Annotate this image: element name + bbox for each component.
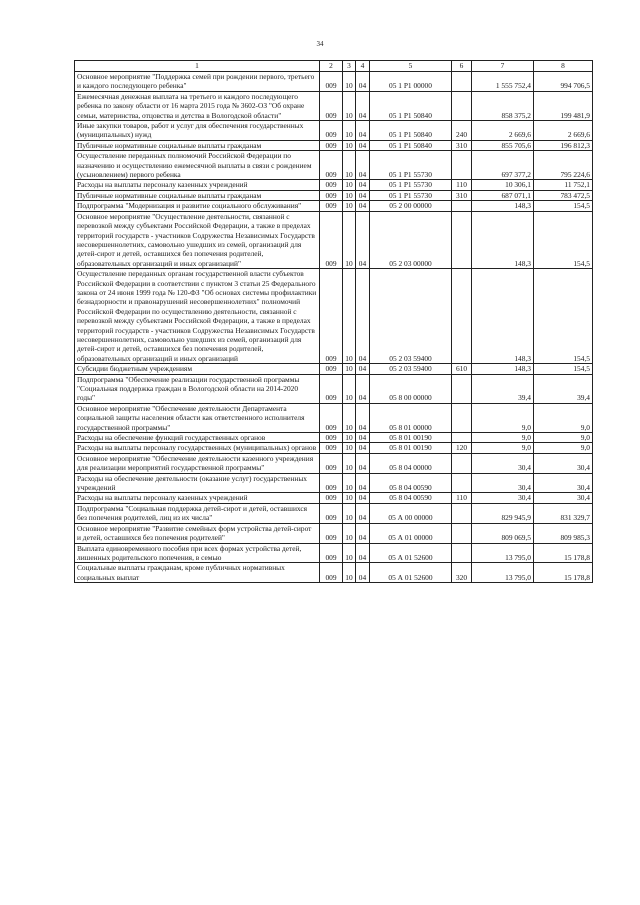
- row-subsection: 04: [356, 269, 370, 364]
- row-target-article: 05 А 01 00000: [370, 523, 452, 543]
- row-subsection: 04: [356, 151, 370, 180]
- row-admin-code: 009: [320, 523, 343, 543]
- row-expense-type: 320: [452, 563, 472, 583]
- row-subsection: 04: [356, 433, 370, 443]
- row-subsection: 04: [356, 503, 370, 523]
- row-expense-type: [452, 91, 472, 120]
- row-expense-type: [452, 72, 472, 92]
- table-row: [75, 433, 593, 443]
- row-expense-type: [452, 503, 472, 523]
- row-expense-type: [452, 453, 472, 473]
- row-amount-year-1: 30,4: [472, 473, 534, 493]
- row-amount-year-2: 831 329,7: [534, 503, 593, 523]
- row-expense-type: [452, 473, 472, 493]
- row-target-article: 05 8 00 00000: [370, 374, 452, 403]
- row-target-article: 05 2 03 00000: [370, 211, 452, 268]
- row-amount-year-1: 9,0: [472, 443, 534, 453]
- table-row: [75, 364, 593, 374]
- row-subsection: 04: [356, 473, 370, 493]
- row-amount-year-1: 13 795,0: [472, 543, 534, 563]
- row-amount-year-1: 148,3: [472, 364, 534, 374]
- row-amount-year-1: 148,3: [472, 201, 534, 211]
- row-admin-code: 009: [320, 503, 343, 523]
- row-expense-type: [452, 433, 472, 443]
- row-expense-type: [452, 374, 472, 403]
- row-name: Основное мероприятие "Развитие семейных форм устройства детей-сирот и детей, оставшихся без попечения родителей": [75, 523, 320, 543]
- row-subsection: 04: [356, 563, 370, 583]
- row-subsection: 04: [356, 72, 370, 92]
- row-name: Субсидии бюджетным учреждениям: [75, 364, 320, 374]
- row-amount-year-1: 30,4: [472, 493, 534, 503]
- row-target-article: 05 8 01 00190: [370, 443, 452, 453]
- table-header-row: [75, 61, 593, 72]
- row-target-article: 05 1 Р1 50840: [370, 140, 452, 150]
- row-expense-type: [452, 543, 472, 563]
- row-amount-year-1: 30,4: [472, 453, 534, 473]
- row-admin-code: 009: [320, 190, 343, 200]
- row-amount-year-1: 697 377,2: [472, 151, 534, 180]
- row-subsection: 04: [356, 140, 370, 150]
- table-row: [75, 91, 593, 120]
- row-expense-type: [452, 201, 472, 211]
- column-header: 2: [320, 61, 343, 72]
- row-target-article: 05 2 03 59400: [370, 364, 452, 374]
- table-row: [75, 453, 593, 473]
- row-expense-type: [452, 151, 472, 180]
- row-subsection: 04: [356, 211, 370, 268]
- row-amount-year-2: 39,4: [534, 374, 593, 403]
- row-admin-code: 009: [320, 433, 343, 443]
- row-section: 10: [343, 180, 356, 190]
- row-name: Иные закупки товаров, работ и услуг для обеспечения государственных (муниципальных) нужд: [75, 121, 320, 141]
- row-section: 10: [343, 523, 356, 543]
- row-subsection: 04: [356, 190, 370, 200]
- table-row: [75, 473, 593, 493]
- column-header: 4: [356, 61, 370, 72]
- row-subsection: 04: [356, 443, 370, 453]
- row-expense-type: [452, 211, 472, 268]
- row-target-article: 05 А 01 52600: [370, 543, 452, 563]
- budget-table: [74, 60, 593, 583]
- table-row: [75, 140, 593, 150]
- table-row: [75, 72, 593, 92]
- table-row: [75, 201, 593, 211]
- row-admin-code: 009: [320, 211, 343, 268]
- row-section: 10: [343, 374, 356, 403]
- row-name: Осуществление переданных полномочий Российской Федерации по назначению и осуществлению ежемесячной выплаты в связи с рождением (усыновлением) первого ребенка: [75, 151, 320, 180]
- row-amount-year-1: 10 306,1: [472, 180, 534, 190]
- row-name: Публичные нормативные социальные выплаты гражданам: [75, 190, 320, 200]
- table-row: [75, 403, 593, 432]
- row-admin-code: 009: [320, 151, 343, 180]
- row-admin-code: 009: [320, 443, 343, 453]
- row-name: Основное мероприятие "Обеспечение деятельности Департамента социальной защиты населения области как ответственного исполнителя государственной программы": [75, 403, 320, 432]
- row-admin-code: 009: [320, 201, 343, 211]
- table-row: [75, 523, 593, 543]
- row-expense-type: 610: [452, 364, 472, 374]
- row-amount-year-1: 829 945,9: [472, 503, 534, 523]
- row-amount-year-2: 15 178,8: [534, 563, 593, 583]
- row-amount-year-2: 9,0: [534, 403, 593, 432]
- row-target-article: 05 А 01 52600: [370, 563, 452, 583]
- table-row: [75, 180, 593, 190]
- row-amount-year-2: 795 224,6: [534, 151, 593, 180]
- row-name: Подпрограмма "Модернизация и развитие социального обслуживания": [75, 201, 320, 211]
- row-amount-year-1: 2 669,6: [472, 121, 534, 141]
- row-subsection: 04: [356, 180, 370, 190]
- row-admin-code: 009: [320, 403, 343, 432]
- row-amount-year-1: 809 069,5: [472, 523, 534, 543]
- row-target-article: 05 8 04 00590: [370, 473, 452, 493]
- row-amount-year-2: 783 472,5: [534, 190, 593, 200]
- table-row: [75, 543, 593, 563]
- column-header: 8: [534, 61, 593, 72]
- row-amount-year-2: 196 812,3: [534, 140, 593, 150]
- row-amount-year-2: 809 985,3: [534, 523, 593, 543]
- row-subsection: 04: [356, 121, 370, 141]
- row-name: Основное мероприятие "Осуществление деятельности, связанной с перевозкой между субъектами Российской Федерации, а также в пределах территорий государств - участников Содружества Независимых Государств несовершеннолетних, самовольно ушедших из семей, организаций для детей-сирот и детей, оставшихся без попечения родителей, образовательных организаций и иных организаций": [75, 211, 320, 268]
- row-admin-code: 009: [320, 72, 343, 92]
- row-section: 10: [343, 190, 356, 200]
- row-name: Подпрограмма "Обеспечение реализации государственной программы "Социальная поддержка граждан в Вологодской области на 2014-2020 годы": [75, 374, 320, 403]
- row-name: Ежемесячная денежная выплата на третьего и каждого последующего ребенка по закону области от 16 марта 2015 года № 3602-ОЗ "Об охране семьи, материнства, отцовства и детства в Вологодской области": [75, 91, 320, 120]
- row-amount-year-1: 13 795,0: [472, 563, 534, 583]
- row-expense-type: 110: [452, 493, 472, 503]
- table-row: [75, 269, 593, 364]
- column-header: 5: [370, 61, 452, 72]
- row-amount-year-1: 9,0: [472, 403, 534, 432]
- row-amount-year-1: 1 555 752,4: [472, 72, 534, 92]
- page-number: 34: [316, 40, 324, 48]
- row-target-article: 05 1 Р1 55730: [370, 180, 452, 190]
- row-amount-year-2: 154,5: [534, 269, 593, 364]
- row-subsection: 04: [356, 201, 370, 211]
- row-target-article: 05 1 Р1 00000: [370, 72, 452, 92]
- row-amount-year-2: 154,5: [534, 201, 593, 211]
- row-section: 10: [343, 201, 356, 211]
- row-target-article: 05 2 00 00000: [370, 201, 452, 211]
- table-row: [75, 503, 593, 523]
- row-subsection: 04: [356, 403, 370, 432]
- row-expense-type: [452, 403, 472, 432]
- table-row: [75, 121, 593, 141]
- row-target-article: 05 8 04 00000: [370, 453, 452, 473]
- row-section: 10: [343, 403, 356, 432]
- row-section: 10: [343, 269, 356, 364]
- row-name: Выплата единовременного пособия при всех формах устройства детей, лишенных родительского попечения, в семью: [75, 543, 320, 563]
- row-amount-year-2: 30,4: [534, 453, 593, 473]
- row-admin-code: 009: [320, 453, 343, 473]
- row-target-article: 05 8 01 00000: [370, 403, 452, 432]
- row-name: Расходы на выплаты персоналу государственных (муниципальных) органов: [75, 443, 320, 453]
- column-header: 1: [75, 61, 320, 72]
- row-expense-type: 240: [452, 121, 472, 141]
- row-amount-year-1: 858 375,2: [472, 91, 534, 120]
- table-row: [75, 190, 593, 200]
- row-admin-code: 009: [320, 364, 343, 374]
- row-amount-year-2: 11 752,1: [534, 180, 593, 190]
- row-admin-code: 009: [320, 269, 343, 364]
- table-row: [75, 493, 593, 503]
- column-header: 7: [472, 61, 534, 72]
- row-admin-code: 009: [320, 543, 343, 563]
- row-expense-type: [452, 269, 472, 364]
- table-row: [75, 151, 593, 180]
- row-target-article: 05 1 Р1 55730: [370, 151, 452, 180]
- table-body: [75, 72, 593, 583]
- row-target-article: 05 8 04 00590: [370, 493, 452, 503]
- row-target-article: 05 1 Р1 50840: [370, 91, 452, 120]
- row-amount-year-1: 39,4: [472, 374, 534, 403]
- row-name: Основное мероприятие "Обеспечение деятельности казенного учреждения для реализации мероприятий государственной программы": [75, 453, 320, 473]
- row-target-article: 05 8 01 00190: [370, 433, 452, 443]
- row-admin-code: 009: [320, 91, 343, 120]
- row-amount-year-2: 9,0: [534, 433, 593, 443]
- row-target-article: 05 А 00 00000: [370, 503, 452, 523]
- row-amount-year-2: 15 178,8: [534, 543, 593, 563]
- row-target-article: 05 2 03 59400: [370, 269, 452, 364]
- table-row: [75, 443, 593, 453]
- row-amount-year-2: 9,0: [534, 443, 593, 453]
- row-section: 10: [343, 453, 356, 473]
- row-expense-type: 310: [452, 140, 472, 150]
- row-section: 10: [343, 91, 356, 120]
- row-section: 10: [343, 493, 356, 503]
- row-section: 10: [343, 211, 356, 268]
- table-row: [75, 211, 593, 268]
- row-section: 10: [343, 503, 356, 523]
- row-name: Расходы на выплаты персоналу казенных учреждений: [75, 493, 320, 503]
- row-target-article: 05 1 Р1 55730: [370, 190, 452, 200]
- row-section: 10: [343, 543, 356, 563]
- row-expense-type: 110: [452, 180, 472, 190]
- row-section: 10: [343, 121, 356, 141]
- row-subsection: 04: [356, 453, 370, 473]
- row-admin-code: 009: [320, 180, 343, 190]
- row-name: Осуществление переданных органам государственной власти субъектов Российской Федерации в соответствии с пунктом 3 статьи 25 Федерального закона от 24 июня 1999 года № 120-ФЗ "Об основах системы профилактики безнадзорности и правонарушений несовершеннолетних" полномочий Российской Федерации по осуществлению деятельности, связанной с перевозкой между субъектами Российской Федерации, а также в пределах территорий государств - участников Содружества Независимых Государств несовершеннолетних, самовольно ушедших из семей, организаций для детей-сирот и детей, оставшихся без попечения родителей, образовательных организаций и иных организаций: [75, 269, 320, 364]
- row-section: 10: [343, 151, 356, 180]
- row-section: 10: [343, 72, 356, 92]
- row-amount-year-1: 855 705,6: [472, 140, 534, 150]
- row-admin-code: 009: [320, 563, 343, 583]
- row-section: 10: [343, 364, 356, 374]
- row-expense-type: [452, 523, 472, 543]
- row-section: 10: [343, 563, 356, 583]
- row-subsection: 04: [356, 91, 370, 120]
- row-amount-year-1: 148,3: [472, 211, 534, 268]
- row-name: Социальные выплаты гражданам, кроме публичных нормативных социальных выплат: [75, 563, 320, 583]
- row-name: Расходы на обеспечение функций государственных органов: [75, 433, 320, 443]
- row-expense-type: 120: [452, 443, 472, 453]
- row-amount-year-2: 154,5: [534, 211, 593, 268]
- row-amount-year-2: 199 481,9: [534, 91, 593, 120]
- row-subsection: 04: [356, 523, 370, 543]
- row-section: 10: [343, 140, 356, 150]
- table-row: [75, 563, 593, 583]
- row-subsection: 04: [356, 493, 370, 503]
- row-name: Основное мероприятие "Поддержка семей при рождении первого, третьего и каждого последующего ребенка": [75, 72, 320, 92]
- row-amount-year-1: 148,3: [472, 269, 534, 364]
- row-name: Расходы на обеспечение деятельности (оказание услуг) государственных учреждений: [75, 473, 320, 493]
- row-section: 10: [343, 433, 356, 443]
- row-admin-code: 009: [320, 140, 343, 150]
- row-section: 10: [343, 443, 356, 453]
- column-header: 3: [343, 61, 356, 72]
- table-row: [75, 374, 593, 403]
- row-expense-type: 310: [452, 190, 472, 200]
- row-subsection: 04: [356, 543, 370, 563]
- row-amount-year-1: 687 071,1: [472, 190, 534, 200]
- row-target-article: 05 1 Р1 50840: [370, 121, 452, 141]
- row-admin-code: 009: [320, 493, 343, 503]
- row-subsection: 04: [356, 374, 370, 403]
- row-amount-year-2: 2 669,6: [534, 121, 593, 141]
- row-amount-year-1: 9,0: [472, 433, 534, 443]
- row-amount-year-2: 994 706,5: [534, 72, 593, 92]
- row-admin-code: 009: [320, 121, 343, 141]
- row-name: Расходы на выплаты персоналу казенных учреждений: [75, 180, 320, 190]
- row-name: Подпрограмма "Социальная поддержка детей-сирот и детей, оставшихся без попечения родителей, лиц из их числа": [75, 503, 320, 523]
- column-header: 6: [452, 61, 472, 72]
- row-subsection: 04: [356, 364, 370, 374]
- row-amount-year-2: 30,4: [534, 473, 593, 493]
- row-admin-code: 009: [320, 374, 343, 403]
- row-admin-code: 009: [320, 473, 343, 493]
- row-amount-year-2: 154,5: [534, 364, 593, 374]
- row-section: 10: [343, 473, 356, 493]
- row-amount-year-2: 30,4: [534, 493, 593, 503]
- row-name: Публичные нормативные социальные выплаты гражданам: [75, 140, 320, 150]
